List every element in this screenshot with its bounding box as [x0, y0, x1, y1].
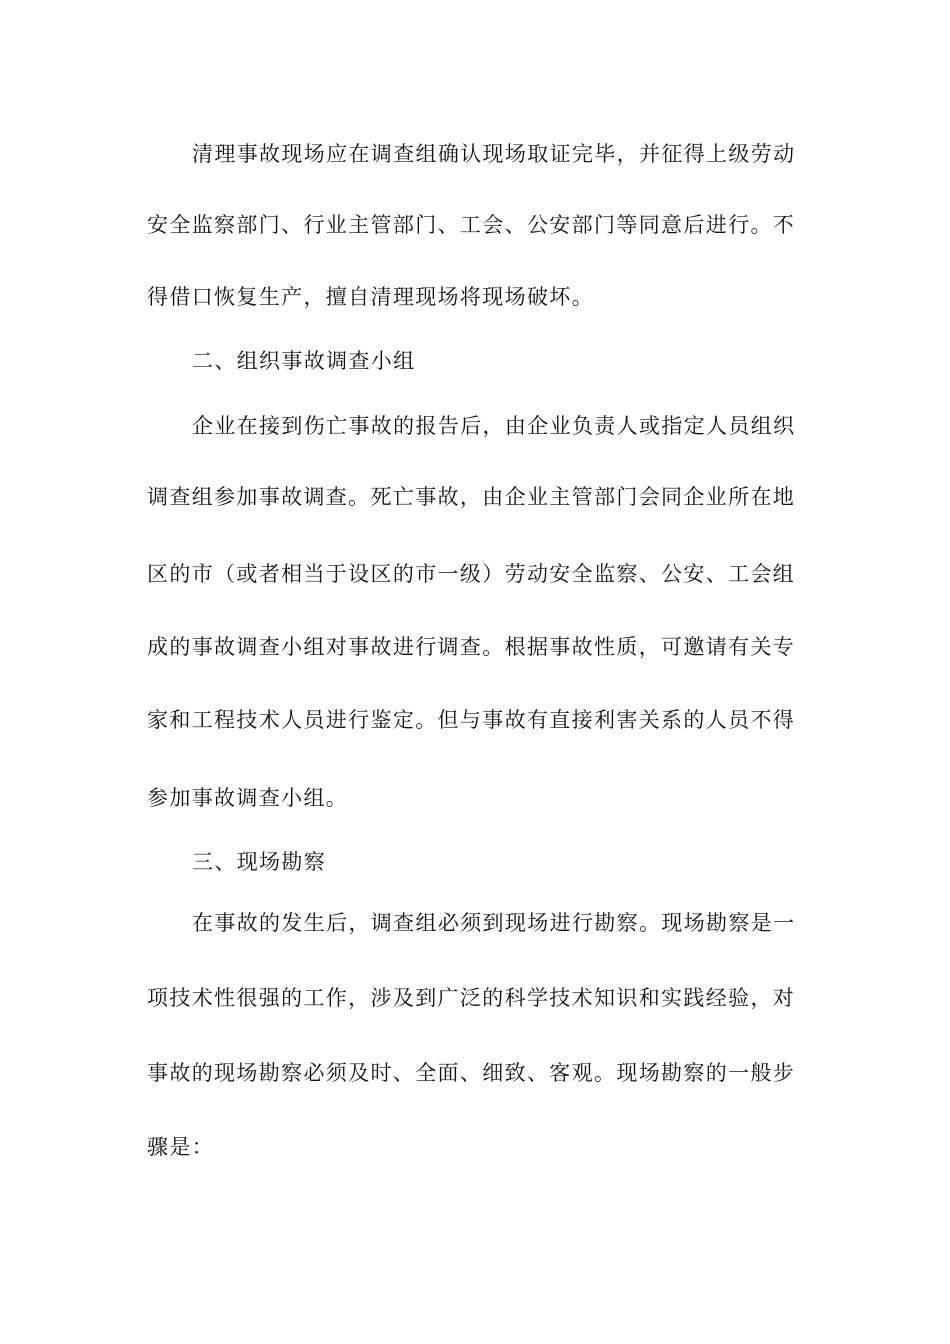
paragraph-3-line-1: 企业在接到伤亡事故的报告后，由企业负责人或指定人员组织 [192, 414, 796, 438]
paragraph-5-line-4: 骤是： [147, 1135, 215, 1159]
paragraph-5-line-1: 在事故的发生后，调查组必须到现场进行勘察。现场勘察是一 [192, 911, 796, 935]
paragraph-3-line-3: 区的市（或者相当于设区的市一级）劳动安全监察、公安、工会组 [147, 562, 796, 586]
paragraph-3-line-6: 参加事故调查小组。 [147, 786, 349, 810]
paragraph-1-line-3: 得借口恢复生产，擅自清理现场将现场破坏。 [147, 285, 594, 309]
paragraph-3-line-5: 家和工程技术人员进行鉴定。但与事故有直接利害关系的人员不得 [147, 708, 796, 732]
paragraph-1-line-1: 清理事故现场应在调查组确认现场取证完毕，并征得上级劳动 [192, 142, 796, 166]
paragraph-3-line-4: 成的事故调查小组对事故进行调查。根据事故性质，可邀请有关专 [147, 635, 796, 659]
section-heading-organize-investigation-team: 二、组织事故调查小组 [192, 349, 416, 373]
paragraph-5-line-3: 事故的现场勘察必须及时、全面、细致、客观。现场勘察的一般步 [147, 1061, 796, 1085]
paragraph-5-line-2: 项技术性很强的工作，涉及到广泛的科学技术知识和实践经验，对 [147, 986, 796, 1010]
section-heading-site-survey: 三、现场勘察 [192, 850, 327, 874]
paragraph-1-line-2: 安全监察部门、行业主管部门、工会、公安部门等同意后进行。不 [147, 213, 796, 237]
paragraph-3-line-2: 调查组参加事故调查。死亡事故，由企业主管部门会同企业所在地 [147, 485, 796, 509]
